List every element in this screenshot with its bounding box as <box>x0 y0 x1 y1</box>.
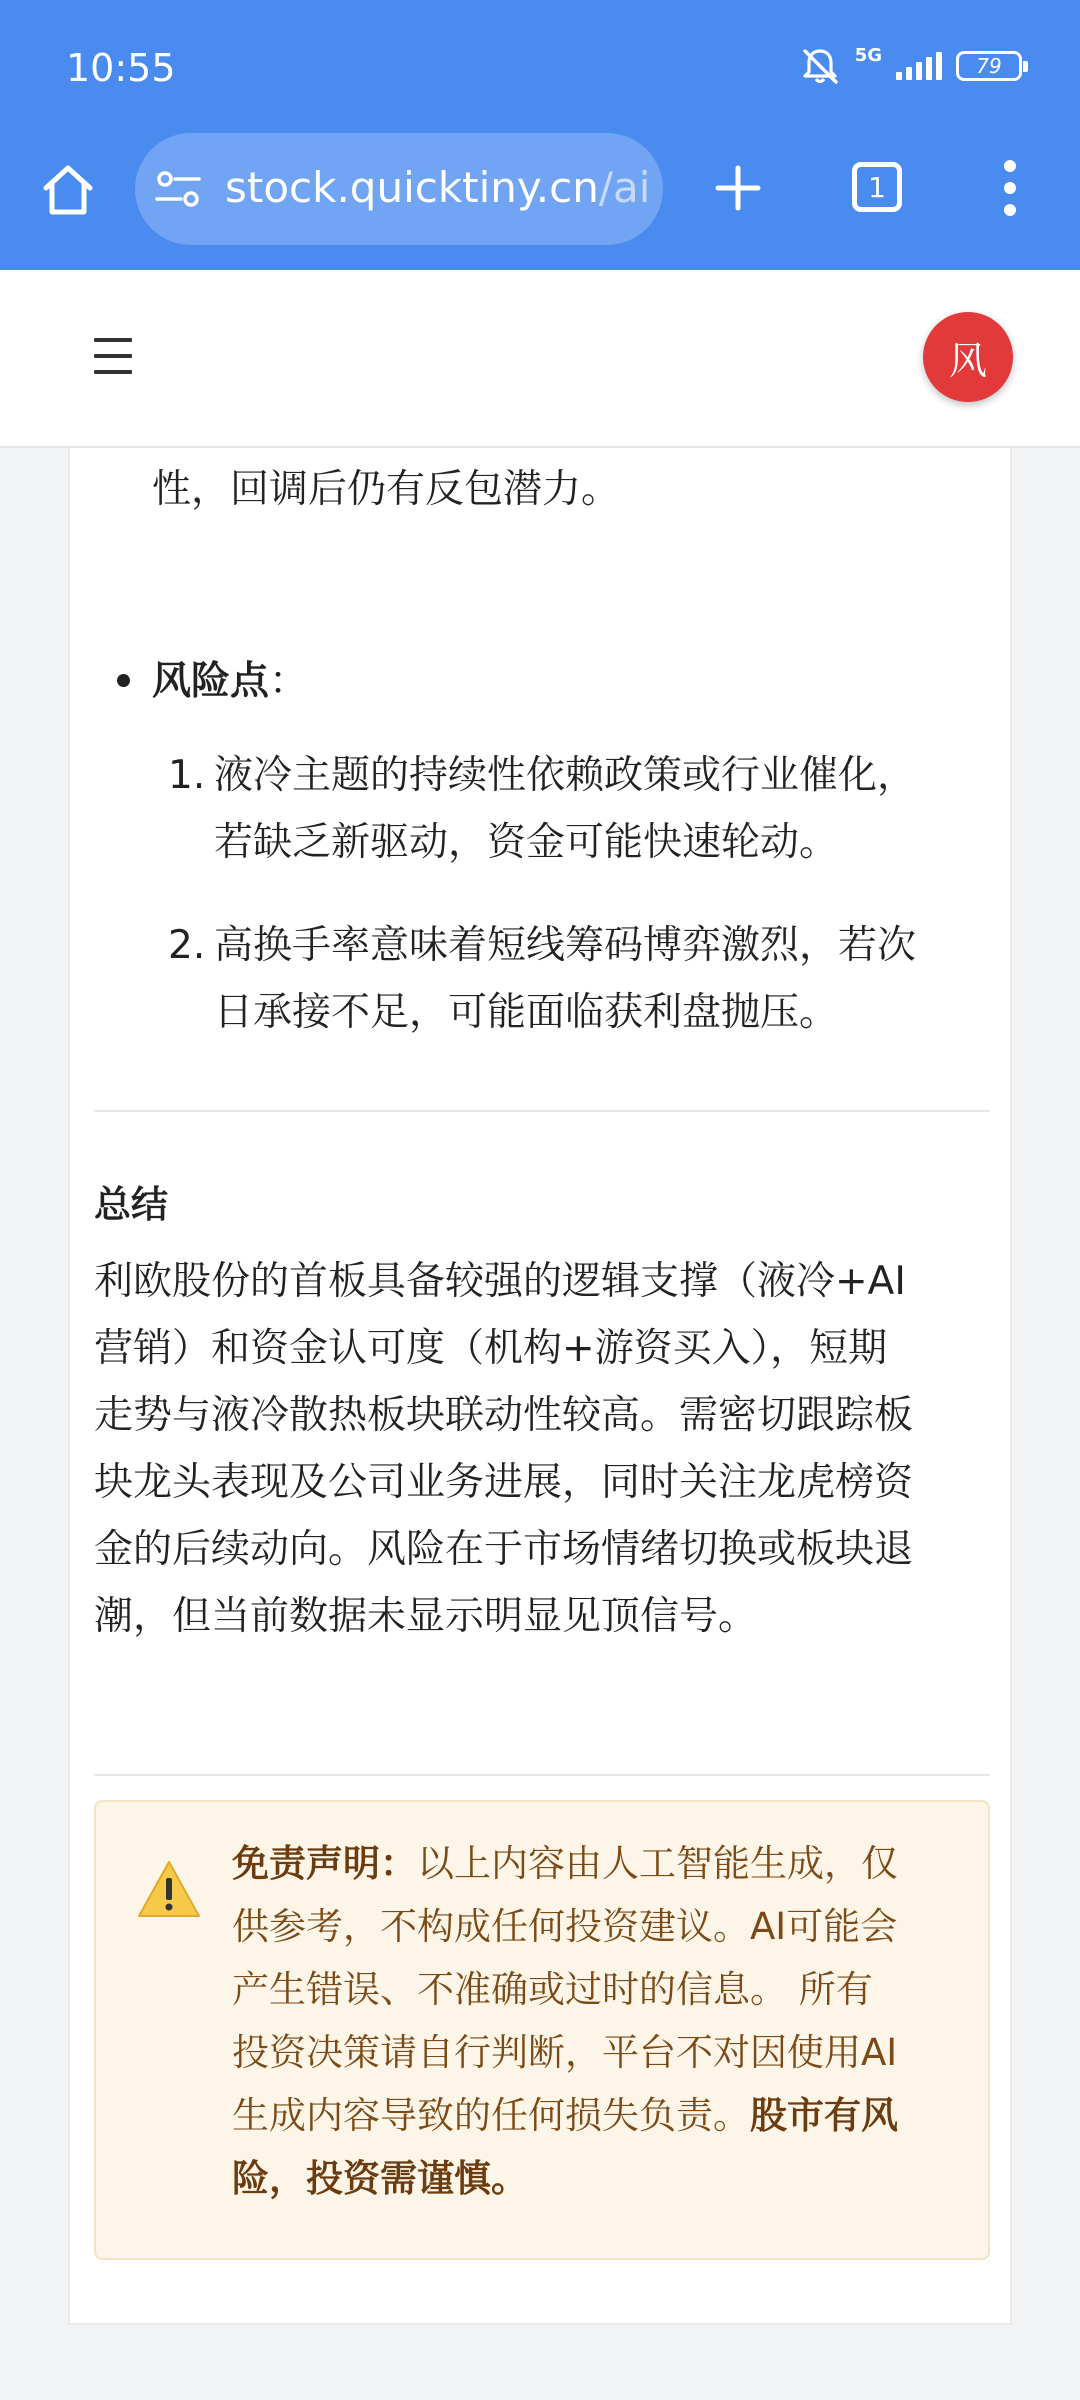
summary-line: 块龙头表现及公司业务进展，同时关注龙虎榜资 <box>94 1460 914 1505</box>
signal-icon <box>896 52 942 80</box>
warning-icon <box>136 1858 202 1920</box>
tab-switcher-icon[interactable] <box>852 162 902 212</box>
disclaimer-text: 免责声明：以上内容由人工智能生成，仅 供参考，不构成任何投资建议。AI可能会 产生错误、不准确或过时的信息。 所有 投资决策请自行判断，平台不对因使用AI 生成内容导致的任何损失负责。股市有风 险，投资需谨慎。 <box>232 1842 898 2200</box>
more-vert-icon[interactable] <box>995 160 1025 220</box>
new-tab-plus-icon[interactable] <box>708 158 768 218</box>
summary-line: 潮，但当前数据未显示明显见顶信号。 <box>94 1594 758 1639</box>
summary-line: 金的后续动向。风险在于市场情绪切换或板块退 <box>94 1527 914 1572</box>
risk-item-number: 2. <box>168 923 206 968</box>
url-text[interactable] <box>225 163 653 212</box>
url-domain: stock.quicktiny.cn <box>225 163 599 212</box>
summary-line: 利欧股份的首板具备较强的逻辑支撑（液冷+AI <box>94 1259 906 1304</box>
browser-toolbar <box>0 130 1080 270</box>
risk-item-line: 液冷主题的持续性依赖政策或行业催化， <box>214 753 917 798</box>
risk-item-1 <box>168 742 988 876</box>
mute-bell-icon <box>799 45 841 87</box>
tab-count: 1 <box>868 170 886 204</box>
avatar[interactable] <box>923 312 1013 402</box>
status-time: 10:55 <box>66 46 176 90</box>
divider <box>94 1110 990 1112</box>
disclaimer-title: 免责声明： <box>232 1842 417 1885</box>
url-path: /ai <box>598 163 651 212</box>
divider <box>94 1774 990 1776</box>
summary-title: 总结 <box>94 1183 168 1226</box>
status-icons <box>799 44 1022 88</box>
risk-heading: 风险点： <box>152 659 309 704</box>
risk-item-number: 1. <box>168 753 206 798</box>
site-header <box>0 270 1080 448</box>
content-card <box>68 400 1012 2325</box>
summary-line: 营销）和资金认可度（机构+游资买入），短期 <box>94 1326 888 1371</box>
risk-item-line: 日承接不足，可能面临获利盘抛压。 <box>214 990 839 1035</box>
summary-text <box>94 1248 990 1650</box>
home-icon[interactable] <box>38 160 98 220</box>
site-settings-icon[interactable] <box>155 169 201 209</box>
risk-item-line: 若缺乏新驱动，资金可能快速轮动。 <box>214 820 839 865</box>
status-bar <box>0 0 1080 130</box>
avatar-label: 风 <box>948 338 987 383</box>
neutral-scenario-line3: 性，回调后仍有反包潜力。 <box>152 467 621 512</box>
battery-icon <box>956 51 1022 81</box>
summary-line: 走势与液冷散热板块联动性较高。需密切跟踪板 <box>94 1393 914 1438</box>
disclaimer-box <box>94 1800 990 2260</box>
bullet-dot <box>117 674 130 687</box>
risk-item-2 <box>168 912 988 1046</box>
network-type: 5G <box>854 45 882 66</box>
battery-level: 79 <box>976 54 1002 78</box>
risk-item-line: 高换手率意味着短线筹码博弈激烈，若次 <box>214 923 917 968</box>
address-bar[interactable] <box>135 133 663 245</box>
hamburger-menu-icon[interactable] <box>94 338 132 376</box>
